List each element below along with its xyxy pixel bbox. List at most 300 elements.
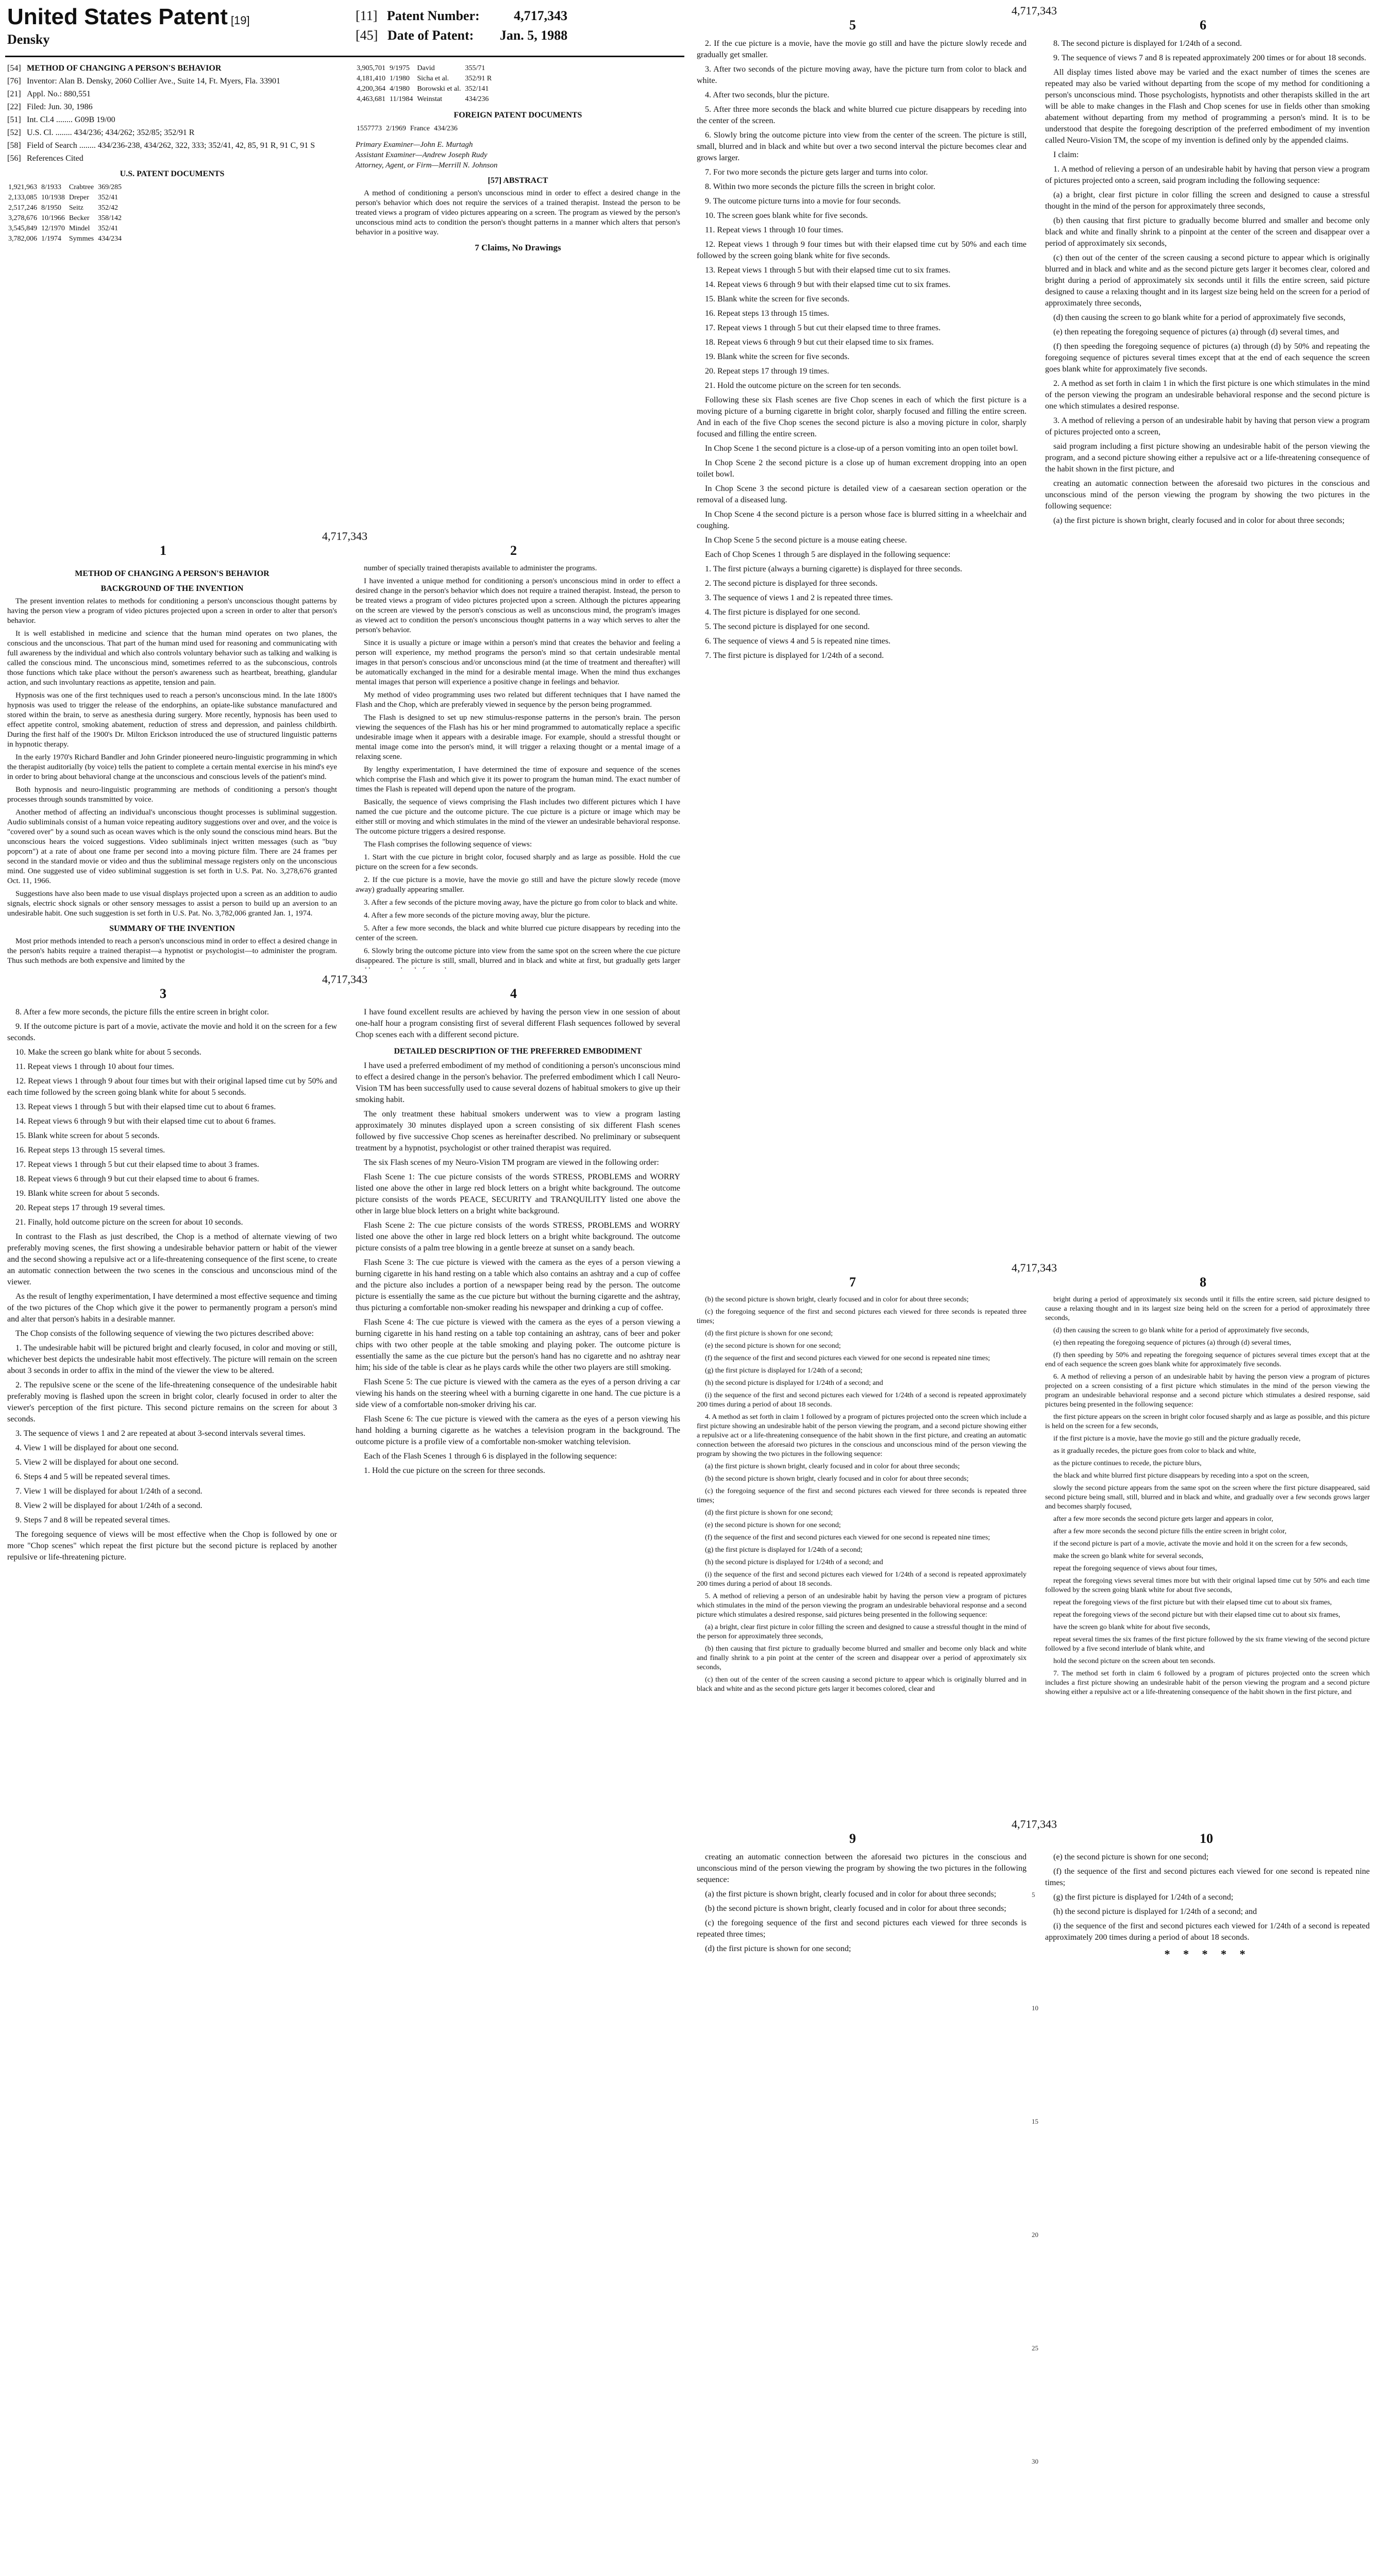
paragraph: 17. Repeat views 1 through 5 but cut their elapsed time to about 3 frames. [15, 1160, 259, 1169]
paragraph: (a) the first picture is shown bright, clearly focused and in color for about three seconds; [1053, 516, 1345, 525]
reference-cell: 358/142 [98, 214, 122, 222]
paragraph: 9. If the outcome picture is part of a movie, activate the movie and hold it on the screen for a few seconds. [7, 1022, 337, 1042]
paragraph: (d) then causing the screen to go blank white for a period of approximately five seconds, [1053, 1327, 1309, 1334]
paragraph: (b) the second picture is shown bright, clearly focused and in color for about three seconds; [705, 1475, 969, 1483]
paragraph: (b) the second picture is shown bright, clearly focused and in color for about three seconds; [705, 1296, 969, 1303]
column-2 [356, 564, 680, 992]
paragraph: creating an automatic connection between the aforesaid two pictures in the conscious and unconscious mind of the person viewing the program by showing the two pictures in the following sequence: [697, 1853, 1027, 1884]
paragraph: 12. Repeat views 1 through 9 four times but with their elapsed time cut by 50% and each time followed by the screen going blank white for five seconds. [697, 240, 1027, 260]
paragraph: (h) the second picture is displayed for 1/24th of a second; and [1053, 1907, 1257, 1916]
refs-table-foreign [356, 123, 462, 134]
front-page [0, 0, 690, 526]
column-number: 8 [1200, 1275, 1206, 1290]
paragraph: as it gradually recedes, the picture goes from color to black and white, [1053, 1447, 1256, 1455]
paragraph: 3. A method of relieving a person of an undesirable habit by having that person view a program of pictures projected onto a screen, [1045, 416, 1370, 436]
paragraph: (c) then out of the center of the screen causing a second picture to appear which is originally blurred and in black and white and as the second picture gets larger it becomes clear, colored and bright during a period of approximately six seconds until it fills the entire screen, said picture designed to cause a relaxing thought and in its largest size being held on the screen for a period of approximately three seconds, [1045, 253, 1370, 308]
paragraph: 15. Blank white screen for about 5 seconds. [15, 1131, 160, 1140]
reference-cell: 1,921,963 [8, 183, 37, 191]
paragraph: 9. The outcome picture turns into a movie for four seconds. [705, 197, 901, 206]
paragraph: Since it is usually a picture or image within a person's mind that creates the behavior and feeling a person will experience, my method programs the person's mind so that certain undesirable mental images in that person's conscious and/or unconscious mind (at the time of treatment and thereafter) will be automatically exchanged in the mind for a desirable mental image. When the mind thus exchanges mental images that person will experience a positive change in feelings and behavior. [356, 639, 680, 686]
sheet-1-2 [0, 526, 690, 969]
reference-cell: 8/1950 [41, 204, 61, 212]
reference-cell: 434/236 [465, 95, 489, 103]
paragraph: (f) the sequence of the first and second pictures each viewed for one second is repeated nine times; [705, 1534, 990, 1541]
paragraph: (b) the second picture is shown bright, clearly focused and in color for about three seconds; [705, 1904, 1006, 1913]
paragraph: (e) then repeating the foregoing sequence of pictures (a) through (d) several times, and [1053, 328, 1339, 336]
paragraph: repeat the foregoing views of the second picture but with their elapsed time cut to about six frames, [1053, 1611, 1340, 1619]
paragraph: It is well established in medicine and science that the human mind operates on two planes, the conscious and the unconscious. That part of the human mind used for reasoning and communicating with full awareness by the individual and which also controls voluntary behavior such as talking and walking is called the conscious mind. The unconscious mind, sometimes referred to as the subconscious, controls those functions which take place without the person's awareness such as heartbeat, breathing, glandular action, and such involuntary reactions as appetite, tension and pain. [7, 630, 337, 687]
reference-cell: 8/1933 [41, 183, 61, 191]
sheet-patent-number: 4,717,343 [1012, 1261, 1057, 1274]
column-number: 6 [1200, 18, 1206, 32]
paragraph: 15. Blank white the screen for five seconds. [705, 295, 850, 303]
paragraph: (g) the first picture is displayed for 1/24th of a second; [705, 1546, 863, 1554]
reference-cell: 2,517,246 [8, 204, 37, 212]
biblio-text: U.S. Cl. ........ 434/236; 434/262; 352/85; 352/91 R [27, 128, 195, 137]
paragraph: 1. The undesirable habit will be pictured bright and clearly focused, in color and moving or still, whichever best depicts the undesirable habit most effectively. The picture will remain on the screen about 3 seconds in order to affix in the mind of the viewer the view to be altered. [7, 1344, 337, 1375]
paragraph: 2. If the cue picture is a movie, have the movie go still and have the picture slowly recede (move away) gradually appearing smaller. [356, 876, 680, 894]
header-rule [5, 56, 684, 57]
summary-heading: SUMMARY OF THE INVENTION [109, 924, 235, 933]
column-number: 1 [160, 543, 166, 558]
line-number: 5 [1032, 1891, 1035, 1899]
column-1-summary-text [7, 937, 337, 966]
paragraph: I have invented a unique method for conditioning a person's unconscious mind in order to effect a desired change in the person's behavior which does not require a trained therapist. Instead, the person to be treated views a program of video pictures projected upon a screen. Although the pictures appearing on the screen are viewed by the person's conscious as well as unconscious mind, the program's images as viewed act to condition the person's unconscious thought patterns in a way which serves to alter the person's behavior. [356, 577, 680, 634]
reference-cell: 434/236 [433, 125, 458, 132]
reference-cell: 3,905,701 [357, 64, 385, 72]
reference-cell: David [417, 64, 435, 72]
paragraph: (e) the second picture is shown for one second; [705, 1342, 841, 1350]
paragraph: 1. A method of relieving a person of an undesirable habit by having that person view a program of pictures projected onto a screen, said program including the following sequence: [1045, 165, 1370, 185]
paragraph: In Chop Scene 2 the second picture is a close up of human excrement dropping into an open toilet bowl. [697, 459, 1027, 479]
paragraph: Another method of affecting an individual's unconscious thought processes is subliminal suggestion. Audio subliminals consist of a human voice repeating auditory suggestions over and over, and the voice is "covered over" by a sound such as ocean waves which is the only sound the conscious mind hears. But the unconscious hears the voiced suggestions. Video subliminals inject written messages (such as "buy popcorn") at a rate of about one frame per second into a moving picture film. There are 24 frames per second in the standard movie or video and thus the subliminal message registers only on the unconscious mind. One suggested use of video subliminal suggestion is set forth in U.S. Pat. No. 3,278,676 granted Oct. 11, 1966. [7, 808, 337, 885]
paragraph: In Chop Scene 3 the second picture is detailed view of a caesarean section operation or the removal of a diseased lung. [697, 484, 1027, 504]
refs-column [356, 63, 680, 252]
sheet-patent-number: 4,717,343 [1012, 4, 1057, 17]
paragraph: Flash Scene 3: The cue picture is viewed with the camera as the eyes of a person viewing a burning cigarette in his hand resting on a table which also contains an ashtray and a cup of coffee and the picture also includes a portion of a newspaper being read by the person. The outcome picture is essentially the same as the cue picture but without the burning cigarette and the ashtray, thus picturing a comfortable non-smoker reading his newspaper and drinking a cup of coffee. [356, 1258, 680, 1312]
column-10 [1045, 1852, 1370, 1960]
biblio-entry [7, 127, 337, 138]
biblio-text: Inventor: Alan B. Densky, 2060 Collier Ave., Suite 14, Ft. Myers, Fla. 33901 [27, 77, 280, 86]
paragraph: 13. Repeat views 1 through 5 but with their elapsed time cut to about 6 frames. [15, 1103, 276, 1111]
paragraph: (i) the sequence of the first and second pictures each viewed for 1/24th of a second is repeated approximately 200 times during a period of about 18 seconds. [697, 1571, 1027, 1588]
abstract-title: ABSTRACT [503, 176, 548, 185]
biblio-text: Field of Search ........ 434/236-238, 434/262, 322, 333; 352/41, 42, 85, 91 R, 91 C, 91 S [27, 141, 315, 150]
paragraph: I have found excellent results are achieved by having the person view in one session of about one-half hour a program consisting first of several different Flash sequences followed by several Chop scenes each with a different second picture. [356, 1008, 680, 1039]
refs-table-left [7, 182, 126, 245]
paragraph: 21. Hold the outcome picture on the screen for ten seconds. [705, 381, 901, 390]
paragraph: creating an automatic connection between the aforesaid two pictures in the conscious and unconscious mind of the person viewing the program by showing the two pictures in the following sequence: [1045, 479, 1370, 511]
line-number: 25 [1032, 2344, 1038, 2352]
paragraph: In contrast to the Flash as just described, the Chop is a method of alternate viewing of two preferably moving scenes, the first showing a undesirable behavior pattern or habit of the viewer and the second showing a repulsive act or a life-threatening consequence of the first scene, to create an automatic connection between the two scenes in the conscious and unconscious mind of the viewer. [7, 1232, 337, 1286]
reference-row [8, 183, 125, 192]
paragraph: Flash Scene 6: The cue picture is viewed with the camera as the eyes of a person viewing his hand holding a burning cigarette as he watches a television program in the background. The outcome picture is a profile view of a comfortable non-smoker watching television. [356, 1415, 680, 1446]
paragraph: 5. After a few more seconds, the black and white blurred cue picture disappears by receding into the center of the screen. [356, 924, 680, 942]
paragraph: The foregoing sequence of views will be most effective when the Chop is followed by one or more "Chop scenes" which repeat the first picture but the second picture is replaced by another repulsive or life-threatening picture. [7, 1530, 337, 1562]
paragraph: repeat several times the six frames of the first picture followed by the six frame viewing of the second picture followed by a five second interlude of blank white, and [1045, 1636, 1370, 1653]
paragraph: have the screen go blank white for about five seconds, [1053, 1623, 1210, 1631]
line-number: 10 [1032, 2004, 1038, 2012]
examiner-line: Primary Examiner—John E. Murtagh [356, 141, 473, 149]
patent-number-code: [11] [356, 8, 378, 23]
column-8-text [1045, 1295, 1370, 1697]
reference-cell: 352/141 [465, 85, 489, 93]
reference-row [357, 124, 461, 133]
paragraph: 7. The method set forth in claim 6 followed by a program of pictures projected onto the screen which includes a first picture showing an undesirable habit of the person viewing the program and a second picture showing either a repulsive act or a life-threatening consequence of the habit shown in the first picture, and [1045, 1670, 1370, 1696]
paragraph: if the second picture is part of a movie, activate the movie and hold it on the screen for a few seconds, [1053, 1540, 1348, 1548]
paragraph: Each of the Flash Scenes 1 through 6 is displayed in the following sequence: [364, 1452, 617, 1461]
sheet-patent-number: 4,717,343 [1012, 1818, 1057, 1831]
paragraph: (c) the foregoing sequence of the first and second pictures each viewed for three seconds is repeated three times; [697, 1919, 1027, 1939]
paragraph: (e) the second picture is shown for one second; [1053, 1853, 1209, 1861]
paragraph: 4. The first picture is displayed for one second. [705, 608, 860, 617]
reference-cell: 1/1980 [390, 75, 410, 82]
paragraph: I claim: [1053, 150, 1079, 159]
paragraph: (h) the second picture is displayed for 1/24th of a second; and [705, 1558, 883, 1566]
paragraph: 11. Repeat views 1 through 10 four times. [705, 226, 844, 234]
sheet-9-10 [690, 1814, 1379, 2576]
paragraph: repeat the foregoing views several times more but with their original lapsed time cut by 50% and each time followed by the screen going blank white for about five seconds, [1045, 1577, 1370, 1594]
paragraph: said program including a first picture showing an undesirable habit of the person viewing the program, and a second picture showing either a repulsive act or a life-threatening consequence of the habit shown in the first picture, and [1045, 442, 1370, 473]
paragraph: 14. Repeat views 6 through 9 but with their elapsed time cut to about 6 frames. [15, 1117, 276, 1126]
reference-row [8, 193, 125, 202]
biblio-entry [7, 101, 337, 112]
paragraph: 8. Within two more seconds the picture fills the screen in bright color. [705, 182, 935, 191]
paragraph: if the first picture is a movie, have the movie go still and the picture gradually recede, [1053, 1435, 1301, 1443]
biblio-column [7, 63, 337, 245]
paragraph: (d) the first picture is shown for one second; [705, 1944, 851, 1953]
biblio-entry [7, 63, 337, 74]
title-text: United States Patent [7, 4, 228, 29]
reference-row [357, 64, 495, 73]
reference-cell: 352/91 R [465, 75, 492, 82]
biblio-entry [7, 114, 337, 125]
examiner-line: Attorney, Agent, or Firm—Merrill N. Johnson [356, 161, 498, 170]
paragraph: 7. The first picture is displayed for 1/24th of a second. [705, 651, 884, 660]
column-number: 3 [160, 986, 166, 1001]
paragraph: Most prior methods intended to reach a person's unconscious mind in order to effect a desired change in the person's habits require a trained therapist—a hypnotist or psychologist—to administer the program. Thus such methods are both expensive and limited by the [7, 937, 337, 965]
paragraph: (b) then causing that first picture to gradually become blurred and smaller and become only black and white and finally shrink to a pin point at the center of the screen and disappear over a period of approximately six seconds, [697, 1645, 1027, 1671]
paragraph: The only treatment these habitual smokers underwent was to view a program lasting approximately 30 minutes displayed upon a screen consisting of six different Flash scenes followed by five successive Chop scenes as hereinafter described. No preliminary or subsequent treatment by a hypnotist, psychologist or other trained therapist was required. [356, 1110, 680, 1153]
paragraph: 11. Repeat views 1 through 10 about four times. [15, 1062, 174, 1071]
reference-cell: Symmes [69, 235, 94, 243]
paragraph: (a) the first picture is shown bright, clearly focused and in color for about three seconds; [705, 1463, 960, 1470]
reference-cell: 3,278,676 [8, 214, 37, 222]
column-1-text [7, 597, 337, 919]
column-number: 7 [849, 1275, 856, 1290]
abstract-heading [356, 176, 680, 185]
reference-cell: Becker [69, 214, 90, 222]
reference-row [8, 204, 125, 213]
paragraph: (e) then repeating the foregoing sequence of pictures (a) through (d) several times, [1053, 1339, 1291, 1347]
reference-cell: Seitz [69, 204, 83, 212]
end-mark: * * * * * [1164, 1947, 1251, 1960]
column-7-text [697, 1295, 1027, 1694]
biblio-text: Appl. No.: 880,551 [27, 90, 91, 98]
refs-heading: U.S. PATENT DOCUMENTS [120, 170, 225, 178]
foreign-heading: FOREIGN PATENT DOCUMENTS [453, 111, 582, 120]
paragraph: 18. Repeat views 6 through 9 but cut their elapsed time to six frames. [705, 338, 934, 347]
paragraph: Suggestions have also been made to use visual displays projected upon a screen as an addition to audio signals, electric shock signals or other sensory messages to assist a person to build up an aversion to an undesirable habit. One such suggestion is set forth in U.S. Pat. No. 3,782,006 granted Jan. 1, 1974. [7, 890, 337, 918]
reference-cell: 10/1938 [41, 194, 65, 201]
paragraph: 17. Repeat views 1 through 5 but cut their elapsed time to three frames. [705, 324, 941, 332]
paragraph: 10. The screen goes blank white for five seconds. [705, 211, 868, 220]
biblio-code: [51] [7, 115, 21, 124]
paragraph: The Flash comprises the following sequence of views: [364, 840, 532, 849]
paragraph: 18. Repeat views 6 through 9 but cut their elapsed time to about 6 frames. [15, 1175, 259, 1183]
paragraph: 21. Finally, hold outcome picture on the screen for about 10 seconds. [15, 1218, 243, 1227]
paragraph: 8. View 2 will be displayed for about 1/24th of a second. [15, 1501, 203, 1510]
paragraph: Flash Scene 5: The cue picture is viewed with the camera as the eyes of a person driving a car viewing his hands on the steering wheel with a burning cigarette in one hand. The cue picture is a side view of a comfortable non-smoker driving his car. [356, 1378, 680, 1409]
reference-cell: 434/234 [98, 235, 122, 243]
paragraph: 6. A method of relieving a person of an undesirable habit by having the person view a program of pictures projected on a screen consisting of a first picture which stimulates in the mind of the person viewing the program an undesirable behavioral response and a second picture which stimulates a desired response, said pictures being presented in the following sequence: [1045, 1373, 1370, 1409]
paragraph: 3. After a few seconds of the picture moving away, have the picture go from color to black and white. [364, 899, 678, 907]
paragraph: Flash Scene 1: The cue picture consists of the words STRESS, PROBLEMS and WORRY listed one above the other in large red block letters on a bright white background. The outcome picture consists of the words PEACE, SECURITY and TRANQUILITY listed one above the other in large blue block letters on a bright white background. [356, 1173, 680, 1215]
reference-row [8, 224, 125, 233]
paragraph: 19. Blank white screen for about 5 seconds. [15, 1189, 160, 1198]
reference-row [8, 214, 125, 223]
paragraph: 16. Repeat steps 13 through 15 several times. [15, 1146, 165, 1155]
patent-date: Jan. 5, 1988 [499, 28, 568, 43]
paragraph: The six Flash scenes of my Neuro-Vision TM program are viewed in the following order: [364, 1158, 659, 1167]
paragraph: 7. For two more seconds the picture gets larger and turns into color. [705, 168, 928, 177]
paragraph: (f) then speeding the foregoing sequence of pictures (a) through (d) by 50% and repeating the foregoing sequence of pictures several times except that at the end of each sequence the screen goes blank white for approximately five seconds. [1045, 342, 1370, 374]
paragraph: 2. A method as set forth in claim 1 in which the first picture is one which stimulates in the mind of the person viewing the program an undesirable behavioral response and the second picture is one which stimulates a desired response. [1045, 379, 1370, 411]
paragraph: (d) the first picture is shown for one second; [705, 1330, 833, 1337]
paragraph: The present invention relates to methods for conditioning a person's unconscious thought patterns by having the person view a program of video pictures projected upon a screen in order to alter that person's behavior. [7, 597, 337, 625]
paragraph: 5. View 2 will be displayed for about one second. [15, 1458, 179, 1467]
paragraph: (c) then out of the center of the screen causing a second picture to appear which is originally blurred and in black and white and as the second picture gets larger it becomes colored, clear and [697, 1676, 1027, 1693]
paragraph: All display times listed above may be varied and the exact number of times the scenes are repeated may also be varied without departing from the scope of my method for conditioning a person's unconscious mind. Those psychologists, hypnotists and other therapists skilled in the art will be able to make changes in the Flash and Chop scenes for use in fields other than smoking abatement without departing from my method of programming a person's mind. It is to be understood that despite the foregoing description of the preferred embodiment of my invention called Neuro-Vision TM, the scope of my invention is defined only by the appended claims. [1045, 68, 1370, 145]
column-5-text [697, 38, 1027, 662]
paragraph: number of specially trained therapists available to administer the programs. [364, 564, 597, 572]
biblio-code: [58] [7, 141, 21, 150]
patent-meta [356, 6, 567, 45]
reference-cell: 2/1969 [386, 125, 406, 132]
paragraph: I have used a preferred embodiment of my method of conditioning a person's unconscious mind to effect a desired change in the person's behavior. The preferred embodiment which I call Neuro-Vision TM has been successfully used to cause several dozens of habitual smokers to give up their smoking habit. [356, 1061, 680, 1104]
biblio-list [7, 63, 337, 164]
reference-cell: 1/1974 [41, 235, 61, 243]
column-number: 5 [849, 18, 856, 32]
paragraph: 4. View 1 will be displayed for about one second. [15, 1444, 179, 1452]
paragraph: 20. Repeat steps 17 through 19 times. [705, 367, 829, 376]
paragraph: (f) the sequence of the first and second pictures each viewed for one second is repeated nine times; [1045, 1867, 1370, 1887]
column-4 [356, 1007, 680, 1480]
paragraph: 5. A method of relieving a person of an undesirable habit by having the person view a program of pictures which stimulates in the mind of the person viewing the program an undesirable behavioral response and a second picture which stimulates a desired response, said pictures being presented in the following sequence: [697, 1592, 1027, 1619]
patent-number-label: Patent Number: [386, 8, 480, 23]
paragraph: after a few more seconds the second picture fills the entire screen in bright color, [1053, 1528, 1287, 1535]
paragraph: after a few more seconds the second picture gets larger and appears in color, [1053, 1515, 1273, 1523]
paragraph: Hypnosis was one of the first techniques used to reach a person's unconscious mind. In the late 1800's hypnosis was used to trigger the release of the endorphins, an opiate-like substance manufactured and stored within the brain, to serve as anesthesia during surgery. More recently, hypnosis has been used to effect appetite control, smoking abatement, reduction of stress and depression, and painless childbirth. During the first half of the 1900's Dr. Milton Erickson introduced the use of structured linguistic patterns in hypnotic therapy. [7, 691, 337, 749]
column-number: 10 [1200, 1831, 1213, 1846]
paragraph: 2. The repulsive scene or the scene of the life-threatening consequence of the undesirable habit preferably moving is flashed upon the screen in bright color, clearly focused in order to alter the viewer's perception of the first picture. This second picture remains on the screen for about 3 seconds. [7, 1381, 337, 1423]
reference-cell: Dreper [69, 194, 89, 201]
paragraph: (f) then speeding by 50% and repeating the foregoing sequence of pictures several times except that at the end of each sequence the screen goes blank white for approximately five seconds. [1045, 1351, 1370, 1368]
reference-cell: 10/1966 [41, 214, 65, 222]
paragraph: 4. A method as set forth in claim 1 followed by a program of pictures projected onto the screen which include a first picture showing an undesirable habit of the person viewing the program, and a second picture showing either a repulsive act or a life-threatening consequence of the habit shown in the first picture, and creating an automatic connection between the aforesaid two pictures in the conscious and unconscious mind of the person viewing the program by showing the two pictures in the following sequence: [697, 1413, 1027, 1458]
biblio-code: [54] [7, 64, 21, 73]
paragraph: Each of Chop Scenes 1 through 5 are displayed in the following sequence: [705, 550, 951, 559]
reference-cell: 4,200,364 [357, 85, 385, 93]
paragraph: (d) then causing the screen to go blank white for a period of approximately five seconds, [1053, 313, 1346, 322]
paragraph: (c) the foregoing sequence of the first and second pictures each viewed for three seconds is repeated three times; [697, 1308, 1027, 1325]
paragraph: 3. The sequence of views 1 and 2 is repeated three times. [705, 594, 893, 602]
paragraph: The Flash is designed to set up new stimulus-response patterns in the person's brain. The person viewing the sequences of the Flash has his or her mind programmed to automatically replace a specific undesirable image when it appears with a desirable image. For example, should a stressful thought or mental image come into the person's mind, it will trigger a relaxing thought or a mental image of a relaxing scene. [356, 714, 680, 761]
paragraph: (f) the sequence of the first and second pictures each viewed for one second is repeated nine times; [705, 1354, 990, 1362]
paragraph: 1. Start with the cue picture in bright color, focused sharply and as large as possible. Hold the cue picture on the screen for a few seconds. [356, 853, 680, 871]
paragraph: (a) the first picture is shown bright, clearly focused and in color for about three seconds; [705, 1890, 997, 1899]
paragraph: 13. Repeat views 1 through 5 but with their elapsed time cut to six frames. [705, 266, 951, 275]
biblio-entry [7, 89, 337, 99]
paragraph: Flash Scene 2: The cue picture consists of the words STRESS, PROBLEMS and WORRY listed one above the other in large red block letters on a bright white background. The outcome picture consists of a palm tree blowing in a gentle breeze at sunset on a sandy beach. [356, 1221, 680, 1252]
paragraph: 1. The first picture (always a burning cigarette) is displayed for three seconds. [705, 565, 963, 573]
biblio-entry [7, 76, 337, 87]
paragraph: Basically, the sequence of views comprising the Flash includes two different pictures which I have named the cue picture and the outcome picture. The cue picture is a picture or image which may be either still or moving and which stimulates in the mind of the viewer an undesirable behavioral response. The outcome picture triggers a desired response. [356, 798, 680, 836]
paragraph: the black and white blurred first picture disappears by receding into a spot on the screen, [1053, 1472, 1309, 1480]
reference-cell: 352/42 [98, 204, 119, 212]
reference-cell: 12/1970 [41, 225, 65, 232]
paragraph: Flash Scene 4: The cue picture is viewed with the camera as the eyes of a person viewing a burning cigarette in his hand resting on a table top containing an ashtray, cans of beer and poker chips with two other people at the table smoking and playing poker. The outcome picture is essentially the same as the cue picture but the person's hand has no cigarette and no ashtray near him; his side of the table is clear as he plays cards while the other two players are still smoking. [356, 1318, 680, 1372]
biblio-text: Int. Cl.4 ........ G09B 19/00 [27, 115, 115, 124]
paragraph: 5. The second picture is displayed for one second. [705, 622, 870, 631]
biblio-code: [52] [7, 128, 21, 137]
paragraph: 12. Repeat views 1 through 9 about four times but with their original lapsed time cut by 50% and each time followed by the screen going blank white for about 5 seconds. [7, 1077, 337, 1097]
date-label: Date of Patent: [387, 28, 474, 43]
paragraph: In Chop Scene 5 the second picture is a mouse eating cheese. [705, 536, 907, 545]
paragraph: hold the second picture on the screen about ten seconds. [1053, 1657, 1216, 1665]
paragraph: (a) a bright, clear first picture in color filling the screen and designed to cause a stressful thought in the mind of the person for approximately three seconds, [697, 1623, 1027, 1640]
reference-cell: 9/1975 [390, 64, 410, 72]
column-10-text [1045, 1852, 1370, 1943]
date-code: [45] [356, 28, 378, 43]
paragraph: By lengthy experimentation, I have determined the time of exposure and sequence of the scenes which comprise the Flash and which give it its power to program the human mind. The exact number of times the Flash is repeated will depend upon the nature of the program. [356, 766, 680, 793]
paragraph: As the result of lengthy experimentation, I have determined a most effective sequence and timing of the two pictures of the Chop which give it the power to permanently program a person's mind and alter that person's habits in a desirable manner. [7, 1292, 337, 1324]
reference-row [357, 74, 495, 83]
sheet-7-8 [690, 1257, 1379, 1814]
abstract-text: A method of conditioning a person's unconscious mind in order to effect a desired change in the person's behavior which does not require the services of a trained therapist. Instead the person to be treated views a program of video pictures appearing on a screen. The program as viewed by the person's unconscious mind acts to condition the person's thought patterns in a manner which alters that person's behavior in a positive way. [356, 189, 680, 236]
paragraph: as the picture continues to recede, the picture blurs, [1053, 1460, 1202, 1467]
line-number: 15 [1032, 2117, 1038, 2125]
column-4-text [356, 1007, 680, 1041]
reference-cell: 4/1980 [390, 85, 410, 93]
column-6 [1045, 38, 1370, 530]
paragraph: 2. If the cue picture is a movie, have the movie go still and have the picture slowly recede and gradually get smaller. [697, 39, 1027, 59]
paragraph: 1. Hold the cue picture on the screen for three seconds. [364, 1466, 545, 1475]
line-number: 20 [1032, 2231, 1038, 2239]
reference-row [357, 95, 495, 104]
paragraph: 9. Steps 7 and 8 will be repeated several times. [15, 1516, 170, 1524]
detail-heading: DETAILED DESCRIPTION OF THE PREFERRED EMBODIMENT [394, 1047, 642, 1056]
paragraph: 8. The second picture is displayed for 1/24th of a second. [1053, 39, 1242, 48]
column-9 [697, 1852, 1027, 1958]
paragraph: (i) the sequence of the first and second pictures each viewed for 1/24th of a second is repeated approximately 200 times during a period of about 18 seconds. [697, 1392, 1027, 1409]
patent-number-row [356, 6, 567, 26]
column-5 [697, 38, 1027, 665]
biblio-text: METHOD OF CHANGING A PERSON'S BEHAVIOR [27, 64, 222, 73]
invention-title: METHOD OF CHANGING A PERSON'S BEHAVIOR [75, 569, 270, 578]
paragraph: 19. Blank white the screen for five seconds. [705, 352, 850, 361]
column-7 [697, 1295, 1027, 1697]
reference-cell: 11/1984 [390, 95, 413, 103]
examiner-line: Assistant Examiner—Andrew Joseph Rudy [356, 151, 487, 159]
paragraph: 7. View 1 will be displayed for about 1/24th of a second. [15, 1487, 203, 1496]
paragraph: Both hypnosis and neuro-linguistic programming are methods of conditioning a person's thought processes through sounds transmitted by voice. [7, 786, 337, 804]
column-4-detail-text [356, 1060, 680, 1477]
reference-cell: 369/285 [98, 183, 122, 191]
paragraph: 16. Repeat steps 13 through 15 times. [705, 309, 829, 318]
examiners [356, 140, 680, 171]
patent-header-title [7, 4, 250, 30]
paragraph: 3. The sequence of views 1 and 2 are repeated at about 3-second intervals several times. [15, 1429, 306, 1438]
paragraph: 9. The sequence of views 7 and 8 is repeated approximately 200 times or for about 18 seconds. [1053, 54, 1367, 62]
paragraph: slowly the second picture appears from the same spot on the screen where the first picture disappeared, said second picture being small, still, blurred and in black and white, and gradually over a few seconds grows larger and becomes sharply focused, [1045, 1484, 1370, 1511]
paragraph: In Chop Scene 1 the second picture is a close-up of a person vomiting into an open toilet bowl. [705, 444, 1018, 453]
paragraph: 6. The sequence of views 4 and 5 is repeated nine times. [705, 637, 891, 646]
biblio-code: [22] [7, 103, 21, 111]
paragraph: 5. After three more seconds the black and white blurred cue picture disappears by receding into the center of the screen. [697, 105, 1027, 125]
reference-cell: Weinstat [417, 95, 443, 103]
paragraph: make the screen go blank white for several seconds, [1053, 1552, 1204, 1560]
patent-number: 4,717,343 [514, 8, 568, 23]
paragraph: (e) the second picture is shown for one second; [705, 1521, 841, 1529]
reference-cell: 2,133,085 [8, 194, 37, 201]
column-3 [7, 1007, 337, 1566]
paragraph: bright during a period of approximately six seconds until it fills the entire screen, said picture designed to cause a relaxing thought and in its largest size being held on the screen for a period of approximately three seconds, [1045, 1296, 1370, 1322]
reference-cell: Sicha et al. [417, 75, 449, 82]
abstract-code: [57] [487, 176, 502, 185]
biblio-entry [7, 153, 337, 164]
column-number: 2 [510, 543, 517, 558]
paragraph: the first picture appears on the screen in bright color focused sharply and as large as possible, and this picture is held on the screen for a few seconds, [1045, 1413, 1370, 1430]
paragraph: (a) a bright, clear first picture in color filling the screen and designed to cause a stressful thought in the mind of the person for approximately three seconds, [1045, 191, 1370, 211]
reference-cell: 355/71 [465, 64, 485, 72]
title-code: [19] [230, 14, 250, 27]
background-heading: BACKGROUND OF THE INVENTION [100, 584, 244, 593]
sheet-patent-number: 4,717,343 [322, 530, 367, 543]
paragraph: (d) the first picture is shown for one second; [705, 1509, 833, 1517]
paragraph: (g) the first picture is displayed for 1/24th of a second; [1053, 1893, 1234, 1902]
paragraph: In Chop Scene 4 the second picture is a person whose face is blurred sitting in a wheelchair and coughing. [697, 510, 1027, 530]
reference-cell: 352/41 [98, 194, 119, 201]
paragraph: 10. Make the screen go blank white for about 5 seconds. [15, 1048, 201, 1057]
biblio-code: [21] [7, 90, 21, 98]
date-row [356, 26, 567, 45]
refs-table-right [356, 63, 496, 105]
sheet-3-4 [0, 969, 690, 2576]
paragraph: (h) the second picture is displayed for 1/24th of a second; and [705, 1379, 883, 1387]
biblio-entry [7, 140, 337, 151]
paragraph: 14. Repeat views 6 through 9 but with their elapsed time cut to six frames. [705, 280, 951, 289]
paragraph: repeat the foregoing sequence of views about four times, [1053, 1565, 1217, 1572]
reference-row [8, 234, 125, 244]
biblio-text: Filed: Jun. 30, 1986 [27, 103, 93, 111]
sheet-patent-number: 4,717,343 [322, 973, 367, 986]
paragraph: The Chop consists of the following sequence of viewing the two pictures described above: [15, 1329, 314, 1338]
biblio-text: References Cited [27, 154, 83, 163]
column-8 [1045, 1295, 1370, 1700]
paragraph: My method of video programming uses two related but different techniques that I have named the Flash and the Chop, which are preferably viewed in sequence by the person being programmed. [356, 691, 680, 709]
paragraph: 6. Slowly bring the outcome picture into view from the center of the screen. The picture is still, small, blurred and in black and white but over a two second interval the picture becomes clear and grows larger. [697, 131, 1027, 162]
biblio-code: [76] [7, 77, 21, 86]
paragraph: (b) then causing that first picture to gradually become blurred and smaller and become only black and white and finally shrink to a pinpoint at the center of the screen and disappear over a period of approximately six seconds, [1045, 216, 1370, 248]
column-6-text [1045, 38, 1370, 527]
reference-cell: Crabtree [69, 183, 94, 191]
reference-cell: 4,463,681 [357, 95, 385, 103]
reference-row [357, 84, 495, 94]
paragraph: 4. After a few more seconds of the picture moving away, blur the picture. [364, 911, 590, 920]
paragraph: In the early 1970's Richard Bandler and John Grinder pioneered neuro-linguistic programming in which the therapist auditorially (by voice) tells the patient to complete a certain mental exercise in his mind's eye in order to bring about behavioral change at the unconscious and conscious levels of the patient's mind. [7, 753, 337, 781]
column-2-text [356, 564, 680, 989]
